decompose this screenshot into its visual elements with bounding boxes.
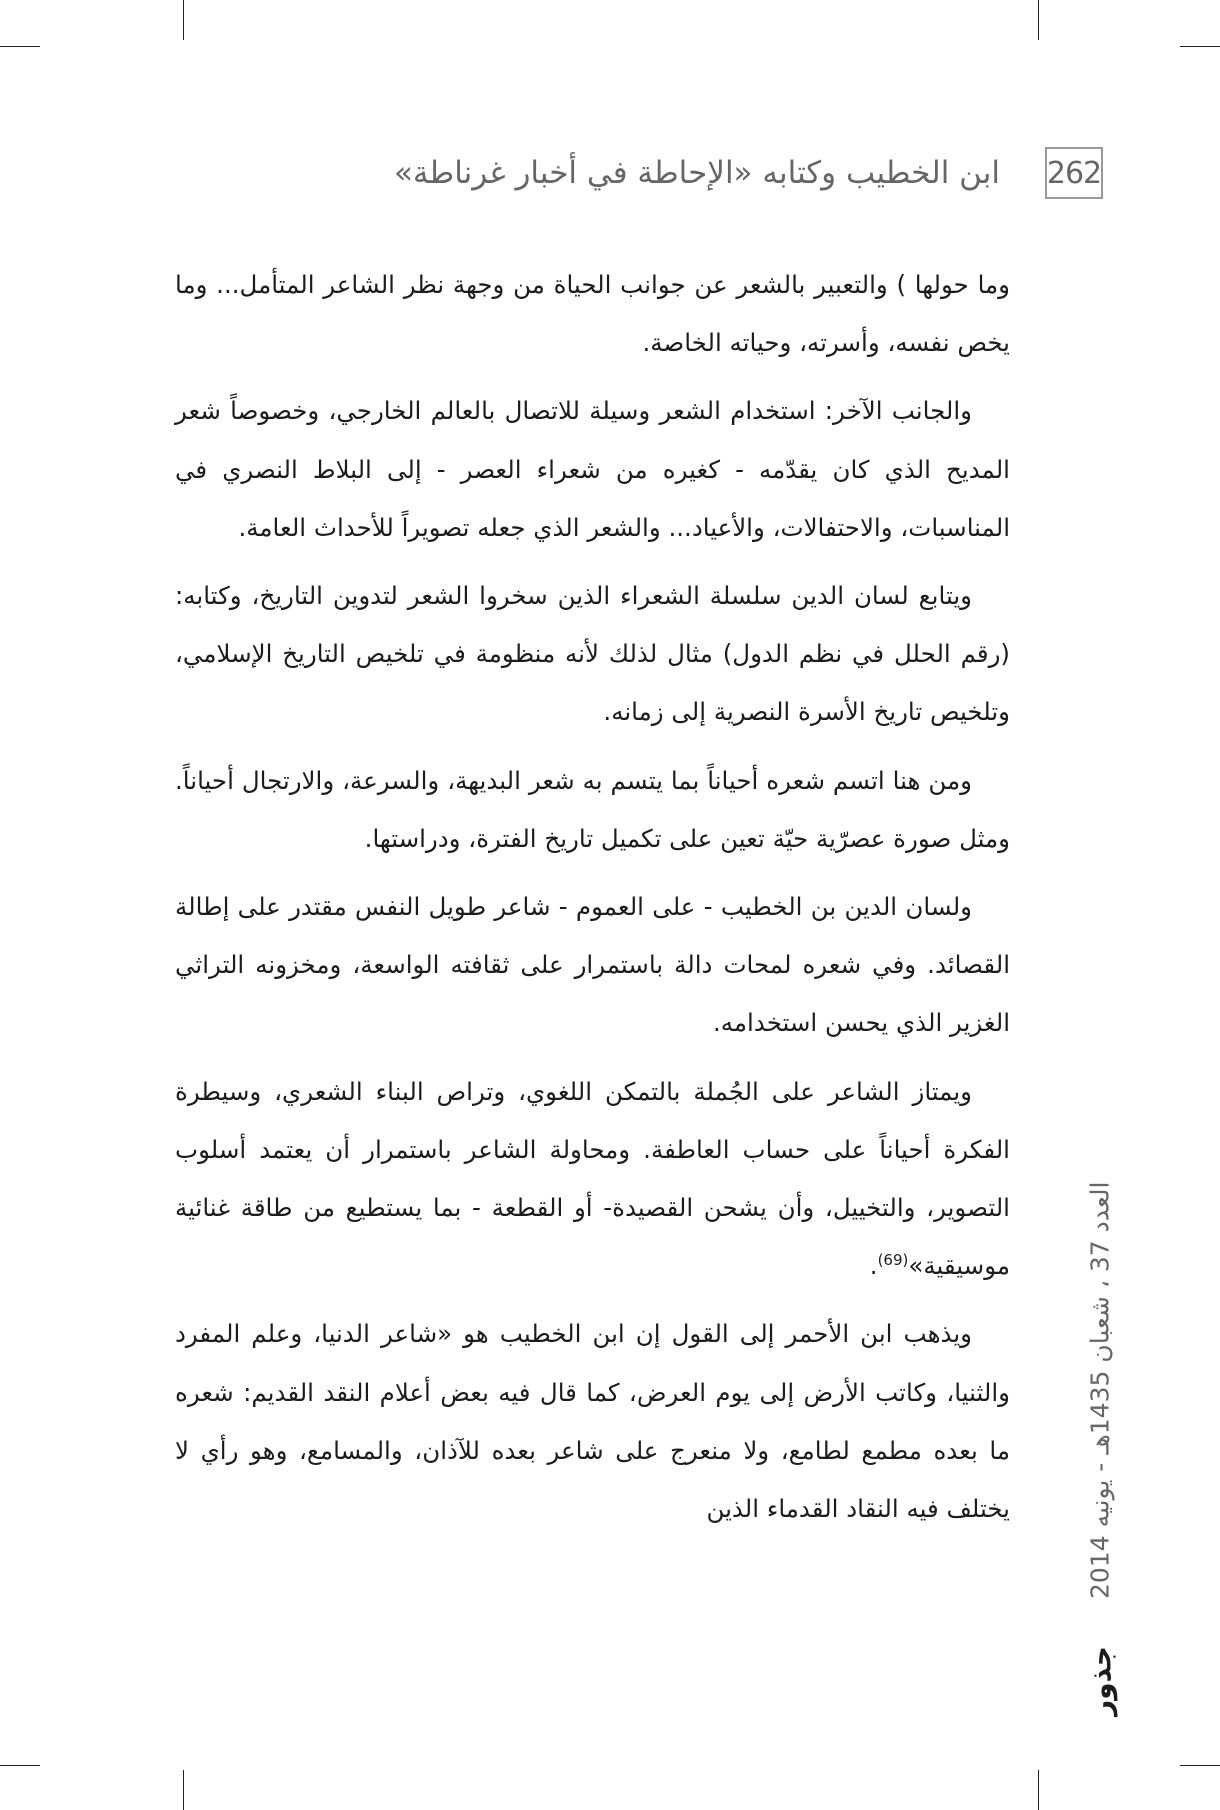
crop-mark	[0, 1765, 40, 1766]
crop-mark	[1180, 46, 1220, 47]
paragraph: وما حولها ) والتعبير بالشعر عن جوانب الحياة من وجهة نظر الشاعر المتأمل... وما يخص نفسه، وأسرته، وحياته الخاصة.	[175, 270, 1010, 358]
journal-logo: جذور	[1084, 1646, 1118, 1716]
paragraph-end: .	[869, 1251, 878, 1281]
crop-mark	[183, 1770, 184, 1810]
crop-mark	[1180, 1765, 1220, 1766]
crop-mark	[183, 0, 184, 40]
paragraph: ولسان الدين بن الخطيب - على العموم - شاعر طويل النفس مقتدر على إطالة القصائد. وفي شعره لمحات دالة باستمرار على ثقافته الواسعة، ومخزونه التراثي الغزير الذي يحسن استخدامه.	[175, 892, 1010, 1038]
running-title: ابن الخطيب وكتابه «الإحاطة في أخبار غرناطة»	[393, 155, 1000, 191]
article-body	[175, 256, 1010, 1548]
paragraph	[175, 1063, 1010, 1296]
footnote-reference[interactable]: (69)	[877, 1251, 909, 1270]
crop-mark	[0, 46, 40, 47]
crop-mark	[1038, 0, 1039, 40]
issue-info: العدد 37 ، شعبان 1435هـ - يونيه 2014	[1085, 1181, 1115, 1599]
paragraph: والجانب الآخر: استخدام الشعر وسيلة للاتصال بالعالم الخارجي، وخصوصاً شعر المديح الذي كان يقدّمه - كغيره من شعراء العصر - إلى البلاط النصري في المناسبات، والاحتفالات، والأعياد... والشعر الذي جعله تصويراً للأحداث العامة.	[175, 396, 1010, 542]
paragraph: ومن هنا اتسم شعره أحياناً بما يتسم به شعر البديهة، والسرعة، والارتجال أحياناً. ومثل صورة عصرّية حيّة تعين على تكميل تاريخ الفترة، ودراستها.	[175, 765, 1010, 853]
paragraph: ويذهب ابن الأحمر إلى القول إن ابن الخطيب هو «شاعر الدنيا، وعلم المفرد والثنيا، وكاتب الأرض إلى يوم العرض، كما قال فيه بعض أعلام النقد القديم: شعره ما بعده مطمع لطامع، ولا منعرج على شاعر بعده للآذان، والمسامع، وهو رأي لا يختلف فيه النقاد القدماء الذين	[175, 1319, 1010, 1524]
page-number: 262	[1045, 147, 1103, 199]
paragraph-text: ويمتاز الشاعر على الجُملة بالتمكن اللغوي، وتراص البناء الشعري، وسيطرة الفكرة أحياناً على حساب العاطفة. ومحاولة الشاعر باستمرار أن يعتمد أسلوب التصوير، والتخييل، وأن يشحن القصيدة- أو القطعة - بما يستطيع من طاقة غنائية موسيقية»	[175, 1076, 1010, 1281]
paragraph: ويتابع لسان الدين سلسلة الشعراء الذين سخروا الشعر لتدوين التاريخ، وكتابه: (رقم الحلل في نظم الدول) مثال لذلك لأنه منظومة في تلخيص التاريخ الإسلامي، وتلخيص تاريخ الأسرة النصرية إلى زمانه.	[175, 581, 1010, 727]
crop-mark	[1038, 1770, 1039, 1810]
